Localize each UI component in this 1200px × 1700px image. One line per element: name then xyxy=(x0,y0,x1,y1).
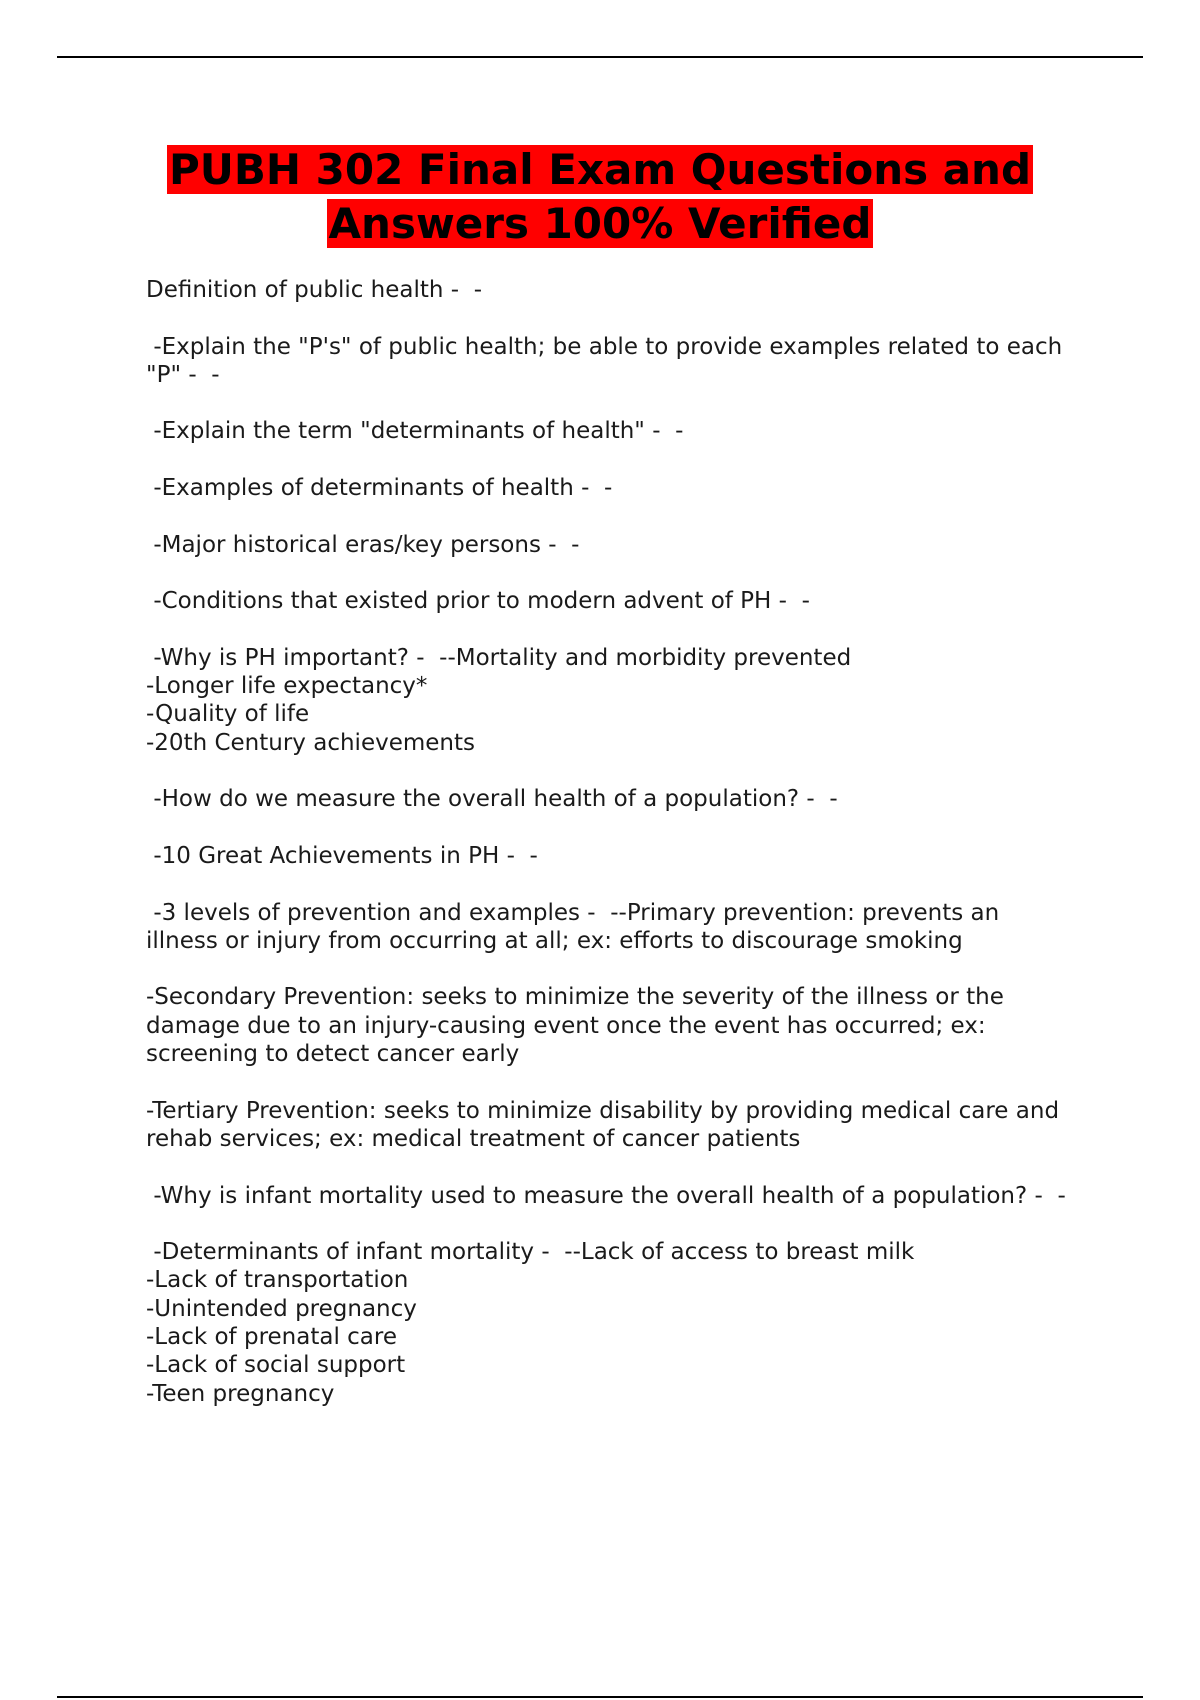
question-text: -Conditions that existed prior to modern advent of PH - - xyxy=(146,588,810,615)
answer-line: -Longer life expectancy* xyxy=(146,673,428,700)
question-text: -Major historical eras/key persons - - xyxy=(146,531,580,558)
question-text: -Why is infant mortality used to measure the overall health of a population? - - xyxy=(146,1182,1066,1209)
question-paragraph xyxy=(146,333,1076,390)
question-paragraph xyxy=(146,474,1076,502)
question-paragraph xyxy=(146,785,1076,813)
question-paragraph xyxy=(146,587,1076,615)
document-body xyxy=(146,276,1076,1436)
question-text: Definition of public health - - xyxy=(146,277,483,303)
answer-line: -Teen pregnancy xyxy=(146,1380,335,1407)
answer-line: -Lack of social support xyxy=(146,1352,406,1379)
question-text: -Tertiary Prevention: seeks to minimize disability by providing medical care and rehab services; ex: medical treatment of cancer patients xyxy=(146,1097,1067,1152)
question-paragraph xyxy=(146,276,1076,304)
answer-line: -Unintended pregnancy xyxy=(146,1295,417,1322)
question-text: -Determinants of infant mortality - --Lack of access to breast milk xyxy=(146,1239,915,1266)
question-paragraph xyxy=(146,644,1076,757)
document-title-highlight: PUBH 302 Final Exam Questions and Answers 100% Verified xyxy=(168,145,1032,248)
bottom-divider xyxy=(57,1696,1143,1698)
question-text: -3 levels of prevention and examples - --Primary prevention: prevents an illness or injury from occurring at all; ex: efforts to discourage smoking xyxy=(146,899,1007,954)
question-paragraph xyxy=(146,1097,1076,1154)
answer-line: -20th Century achievements xyxy=(146,729,475,756)
question-text: -Explain the "P's" of public health; be able to provide examples related to each "P" - - xyxy=(146,333,1070,388)
question-paragraph xyxy=(146,1182,1076,1210)
question-text: -Examples of determinants of health - - xyxy=(146,475,613,502)
top-divider xyxy=(57,56,1143,58)
answer-line: -Lack of transportation xyxy=(146,1267,409,1294)
question-paragraph xyxy=(146,983,1076,1068)
answer-line: -Quality of life xyxy=(146,701,310,728)
question-text: -How do we measure the overall health of a population? - - xyxy=(146,786,838,813)
question-text: -Explain the term "determinants of health" - - xyxy=(146,418,684,445)
question-paragraph xyxy=(146,842,1076,870)
question-paragraph xyxy=(146,417,1076,445)
question-text: -Secondary Prevention: seeks to minimize the severity of the illness or the damage due to an injury-causing event once the event has occurred; ex: screening to detect cancer early xyxy=(146,984,1012,1068)
question-paragraph xyxy=(146,899,1076,956)
question-paragraph xyxy=(146,1238,1076,1408)
question-text: -10 Great Achievements in PH - - xyxy=(146,842,538,869)
answer-line: -Lack of prenatal care xyxy=(146,1323,397,1350)
question-text: -Why is PH important? - --Mortality and morbidity prevented xyxy=(146,644,852,671)
document-title xyxy=(100,143,1100,251)
question-paragraph xyxy=(146,531,1076,559)
